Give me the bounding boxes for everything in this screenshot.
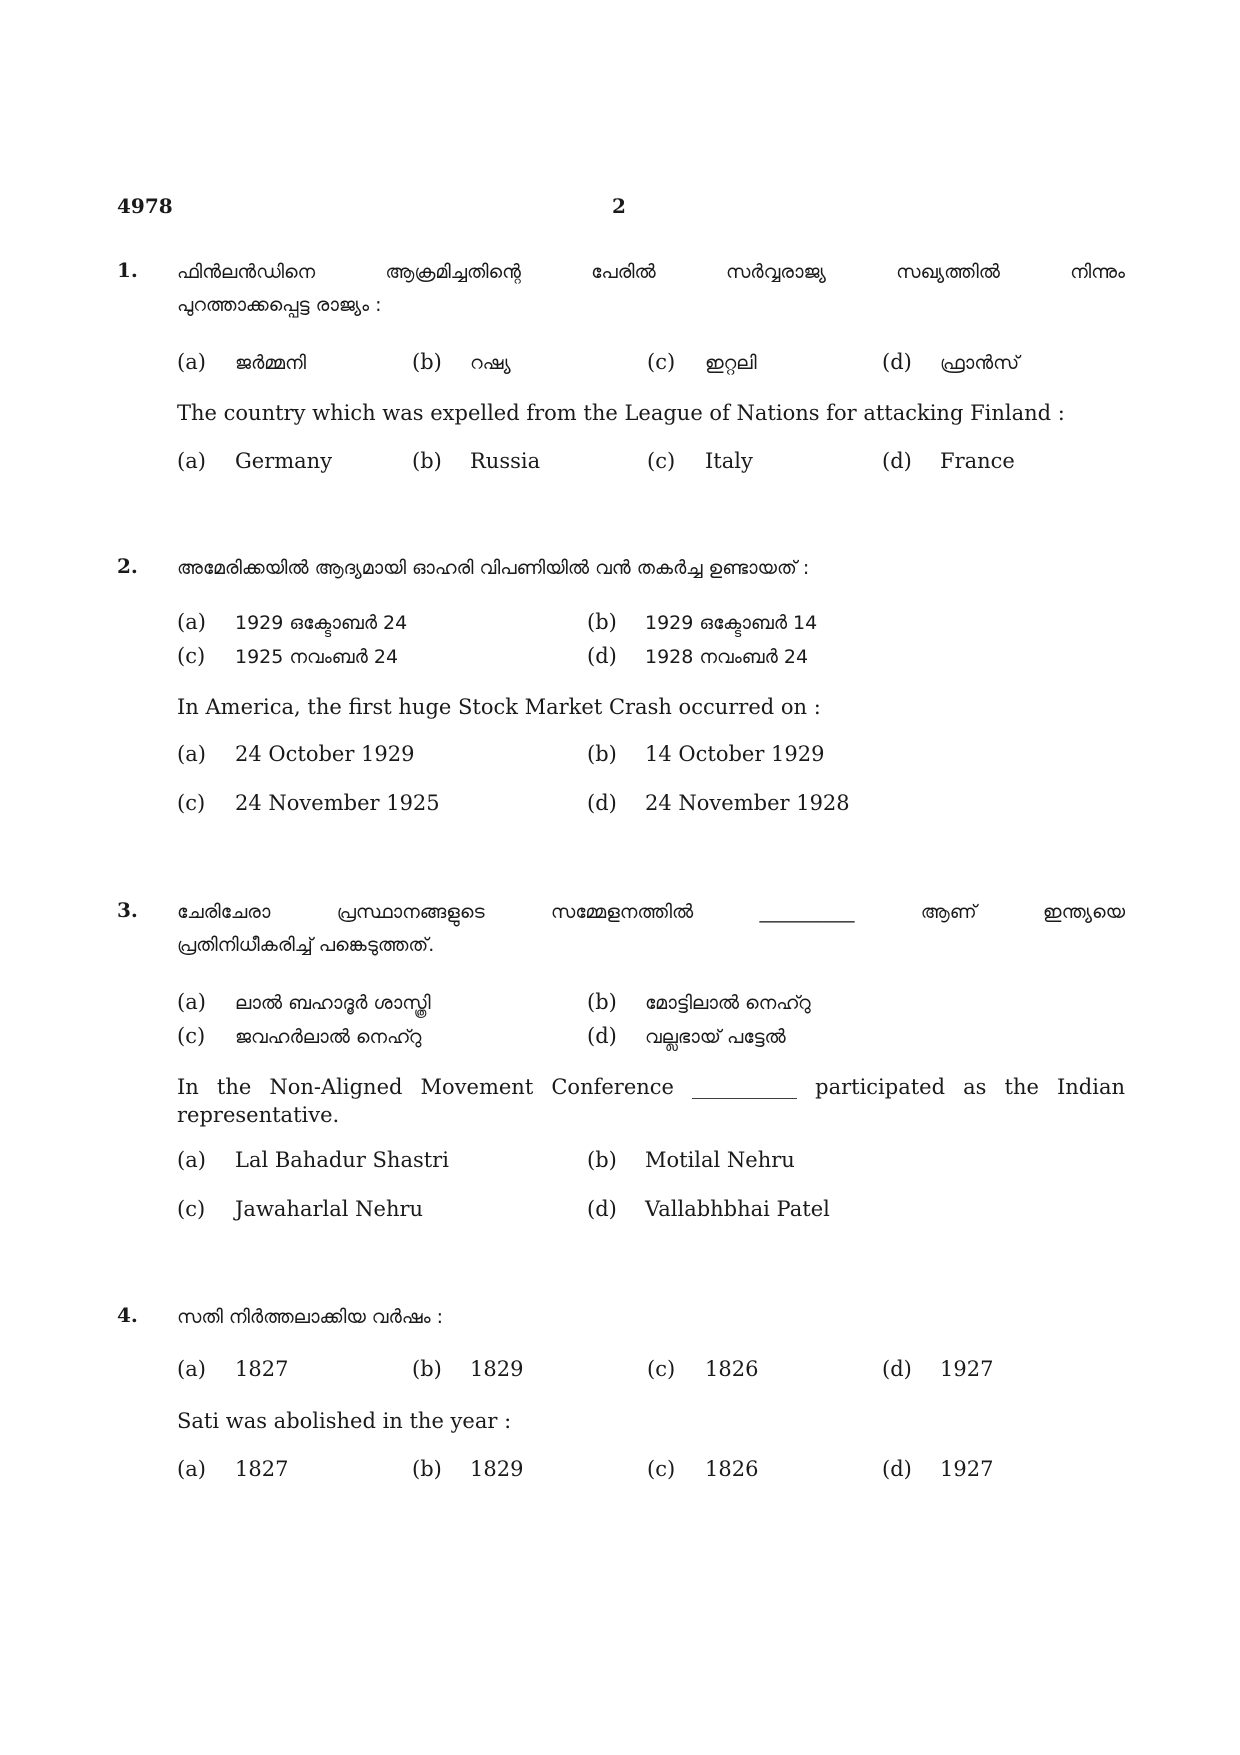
option-b[interactable]: (b) 1929 ഒക്ടോബർ 14	[587, 610, 818, 634]
option-d[interactable]: (d) 24 November 1928	[587, 791, 850, 815]
paper-code: 4978	[117, 194, 173, 218]
page-header	[117, 194, 1117, 224]
option-a[interactable]: (a) ജർമ്മനി	[177, 350, 307, 374]
options-ml	[177, 1357, 1125, 1387]
option-c[interactable]: (c) ഇറ്റലി	[647, 350, 757, 374]
options-en-row1	[177, 742, 1125, 772]
option-b[interactable]: (b) 14 October 1929	[587, 742, 825, 766]
options-ml	[177, 350, 1125, 380]
option-d[interactable]: (d) ഫ്രാൻസ്	[882, 350, 1020, 374]
option-a[interactable]: (a) ലാൽ ബഹാദൂർ ശാസ്ത്രി	[177, 990, 431, 1014]
question-text-ml: ചേരിചേരാ പ്രസ്ഥാനങ്ങളുടെ സമ്മേളനത്തിൽ __________ ആണ് ഇന്ത്യയെ	[177, 901, 1125, 923]
question-text-en: In America, the first huge Stock Market Crash occurred on :	[177, 695, 821, 719]
options-ml-row1	[177, 610, 1125, 640]
options-ml-row2	[177, 1024, 1125, 1054]
option-a[interactable]: (a) 1827	[177, 1457, 289, 1481]
option-d[interactable]: (d) 1927	[882, 1357, 994, 1381]
option-a[interactable]: (a) 1827	[177, 1357, 289, 1381]
option-c[interactable]: (c) 1826	[647, 1457, 759, 1481]
options-en-row2	[177, 791, 1125, 821]
question-text-ml-cont: പുറത്താക്കപ്പെട്ട രാജ്യം :	[177, 294, 382, 316]
question-text-ml: അമേരിക്കയിൽ ആദ്യമായി ഓഹരി വിപണിയിൽ വൻ തകർച്ച ഉണ്ടായത് :	[177, 557, 810, 579]
option-d[interactable]: (d) 1927	[882, 1457, 994, 1481]
option-a[interactable]: (a) Lal Bahadur Shastri	[177, 1148, 449, 1172]
options-en-row2	[177, 1197, 1125, 1227]
option-a[interactable]: (a) 1929 ഒക്ടോബർ 24	[177, 610, 408, 634]
question-number: 3.	[117, 898, 138, 922]
question-text-ml-cont: പ്രതിനിധീകരിച്ച് പങ്കെടുത്തത്.	[177, 934, 435, 956]
options-en-row1	[177, 1148, 1125, 1178]
options-en	[177, 449, 1125, 479]
option-c[interactable]: (c) ജവഹർലാൽ നെഹ്റു	[177, 1024, 422, 1048]
option-b[interactable]: (b) റഷ്യ	[412, 350, 511, 374]
options-ml-row1	[177, 990, 1125, 1020]
option-b[interactable]: (b) 1829	[412, 1457, 524, 1481]
options-ml-row2	[177, 644, 1125, 674]
option-b[interactable]: (b) Russia	[412, 449, 541, 473]
options-en	[177, 1457, 1125, 1487]
option-a[interactable]: (a) 24 October 1929	[177, 742, 415, 766]
option-c[interactable]: (c) 24 November 1925	[177, 791, 440, 815]
page-number: 2	[612, 194, 626, 218]
question-number: 4.	[117, 1303, 138, 1327]
question-text-ml: സതി നിർത്തലാക്കിയ വർഷം :	[177, 1306, 444, 1328]
option-d[interactable]: (d) France	[882, 449, 1015, 473]
option-c[interactable]: (c) 1826	[647, 1357, 759, 1381]
option-b[interactable]: (b) Motilal Nehru	[587, 1148, 795, 1172]
option-d[interactable]: (d) വല്ലഭായ് പട്ടേൽ	[587, 1024, 786, 1048]
question-text-ml: ഫിൻലൻഡിനെ ആക്രമിച്ചതിന്റെ പേരിൽ സർവ്വരാജ്യ സഖ്യത്തിൽ നിന്നും	[177, 261, 1125, 283]
option-b[interactable]: (b) മോട്ടിലാൽ നെഹ്റു	[587, 990, 811, 1014]
question-text-en: In the Non-Aligned Movement Conference __________ participated as the Indian representative.	[177, 1075, 1125, 1127]
option-b[interactable]: (b) 1829	[412, 1357, 524, 1381]
option-c[interactable]: (c) Jawaharlal Nehru	[177, 1197, 424, 1221]
question-text-en: Sati was abolished in the year :	[177, 1409, 512, 1433]
option-d[interactable]: (d) 1928 നവംബർ 24	[587, 644, 809, 668]
question-text-en: The country which was expelled from the League of Nations for attacking Finland :	[177, 401, 1065, 425]
question-number: 1.	[117, 258, 138, 282]
question-number: 2.	[117, 554, 138, 578]
option-d[interactable]: (d) Vallabhbhai Patel	[587, 1197, 830, 1221]
option-c[interactable]: (c) Italy	[647, 449, 753, 473]
option-a[interactable]: (a) Germany	[177, 449, 333, 473]
option-c[interactable]: (c) 1925 നവംബർ 24	[177, 644, 399, 668]
